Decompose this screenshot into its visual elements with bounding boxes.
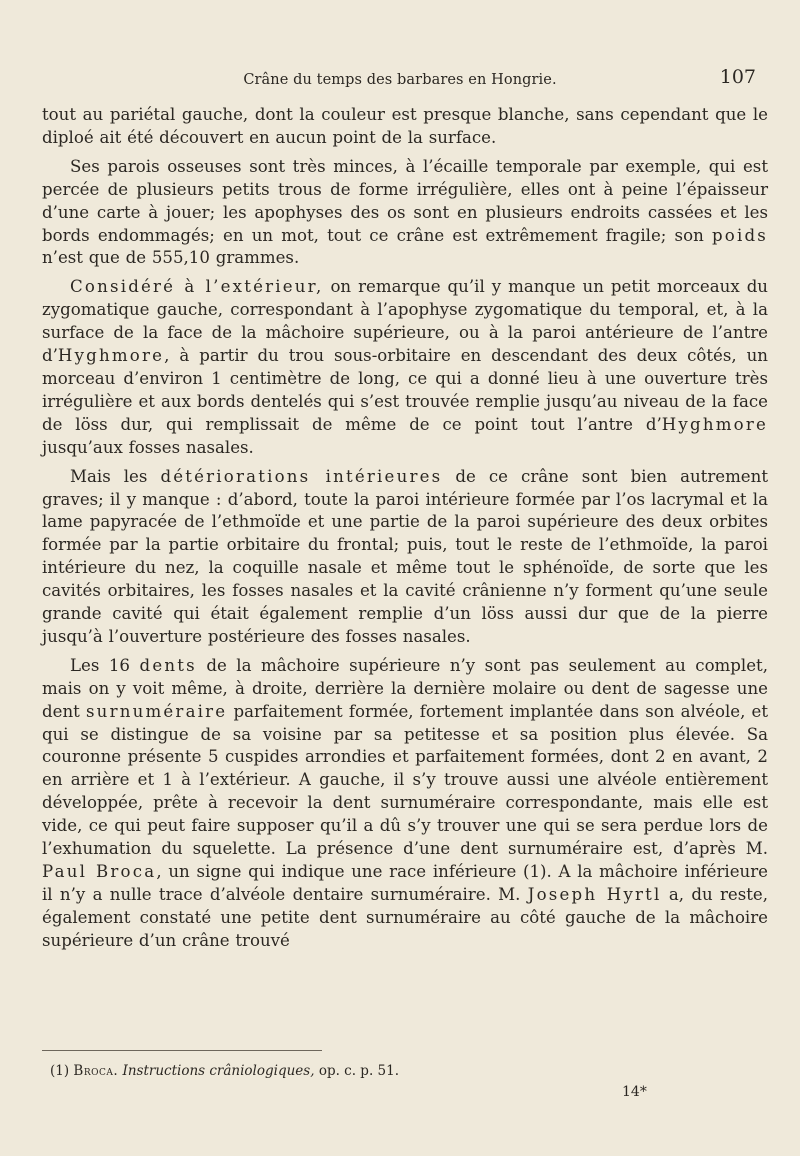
running-head — [40, 66, 760, 96]
paragraph — [42, 156, 768, 271]
page-number: 107 — [719, 66, 756, 88]
text-run: de la mâchoire supérieure n’y sont pas seulement au complet, mais on y voit même, à droite, derrière la dernière molaire ou dent de sagesse une dent — [42, 655, 768, 721]
emphasized-text: Considéré à l’extérieur, — [70, 277, 324, 297]
paragraph — [42, 276, 768, 459]
text-run: tout au pariétal gauche, dont la couleur est presque blanche, sans cependant que le diploé ait été découvert en aucun point de la surface. — [42, 105, 768, 147]
footnote — [50, 1062, 750, 1080]
emphasized-text: Joseph Hyrtl — [527, 884, 662, 904]
text-run: n’est que de 555,10 grammes. — [42, 248, 300, 268]
emphasized-text: Hyghmore — [57, 346, 165, 366]
paragraph — [42, 655, 768, 953]
emphasized-text: Hyghmore — [661, 414, 768, 434]
text-run: a, du reste, également constaté une petite dent surnuméraire au côté gauche de la mâchoire supérieure d’un crâne trouvé — [42, 884, 768, 950]
emphasized-text: poids — [711, 225, 768, 245]
paragraph — [42, 466, 768, 649]
footnote-marker: (1) — [50, 1063, 70, 1079]
text-run: jusqu’aux fosses nasales. — [42, 437, 254, 457]
text-run: de ce crâne sont bien autrement graves; il y manque : d’abord, toute la paroi intérieure formée par l’os lacrymal et la lame papyracée de l’ethmoïde et une partie de la paroi supérieure des deux orbites formée par la partie orbitaire du frontal; puis, tout le reste de l’ethmoïde, la paroi intérieure du nez, la coquille nasale et même tout le sphénoïde, de sorte que les cavités orbitaires, les fosses nasales et la cavité crânienne n’y forment qu’une seule grande cavité qui était également remplie d’un löss aussi dur que de la pierre jusqu’à l’ouverture postérieure des fosses nasales. — [42, 466, 768, 646]
footnote-author: Broca. — [73, 1063, 119, 1079]
paragraph — [42, 104, 768, 150]
footnote-title: Instructions crâniologiques, — [122, 1063, 315, 1079]
text-run: Mais les — [70, 466, 161, 486]
footnote-rule — [42, 1050, 322, 1051]
body-text — [42, 104, 768, 959]
text-run: parfaitement formée, fortement implantée dans son alvéole, et qui se distingue de sa voisine par sa petitesse et sa position plus élevée. Sa couronne présente 5 cuspides arrondies et parfaitement formées, dont 2 en avant, 2 en arrière et 1 à l’extérieur. A gauche, il s’y trouve aussi une alvéole entièrement développée, prête à recevoir la dent surnuméraire correspondante, mais elle est vide, ce qui peut faire supposer qu’il a dû s’y trouver une qui se sera perdue lors de l’exhumation du squelette. La présence d’une dent surnuméraire est, d’après M. — [42, 701, 769, 859]
emphasized-text: détériorations intérieures — [160, 466, 443, 486]
text-run: on remarque qu’il y manque un petit morceaux du zygomatique gauche, correspondant à l’apophyse zygomatique du temporal, et, à la surface de la face de la mâchoire supérieure, ou à la paroi antérieure de l’antre d’ — [42, 277, 768, 366]
text-run: Ses parois osseuses sont très minces, à l’écaille temporale par exemple, qui est percée de plusieurs petits trous de forme irrégulière, elles ont à peine l’épaisseur d’une carte à jouer; les apophyses des os sont en plusieurs endroits cassées et les bords endommagés; en un mot, tout ce crâne est extrêmement fragile; son — [42, 156, 768, 245]
text-run: Les 16 — [70, 655, 140, 675]
text-run: , à partir du trou sous-orbitaire en descendant des deux côtés, un morceau d’environ 1 centimètre de long, ce qui a donné lieu à une ouverture très irrégulière et aux bords dentelés qui s’est trouvée remplie jusqu’au niveau de la face de löss dur, qui remplissait de même de ce point tout l’antre d’ — [42, 346, 768, 434]
running-title: Crâne du temps des barbares en Hongrie. — [243, 72, 557, 88]
emphasized-text: dents — [139, 655, 197, 675]
emphasized-text: Paul Broca — [42, 862, 157, 881]
text-run: , un signe qui indique une race inférieure (1). A la mâchoire inférieure il n’y a nulle trace d’alvéole dentaire surnuméraire. M. — [42, 862, 768, 904]
emphasized-text: surnuméraire — [85, 701, 228, 721]
footnote-reference: op. c. p. 51. — [318, 1063, 400, 1079]
signature-mark: 14* — [622, 1084, 647, 1100]
